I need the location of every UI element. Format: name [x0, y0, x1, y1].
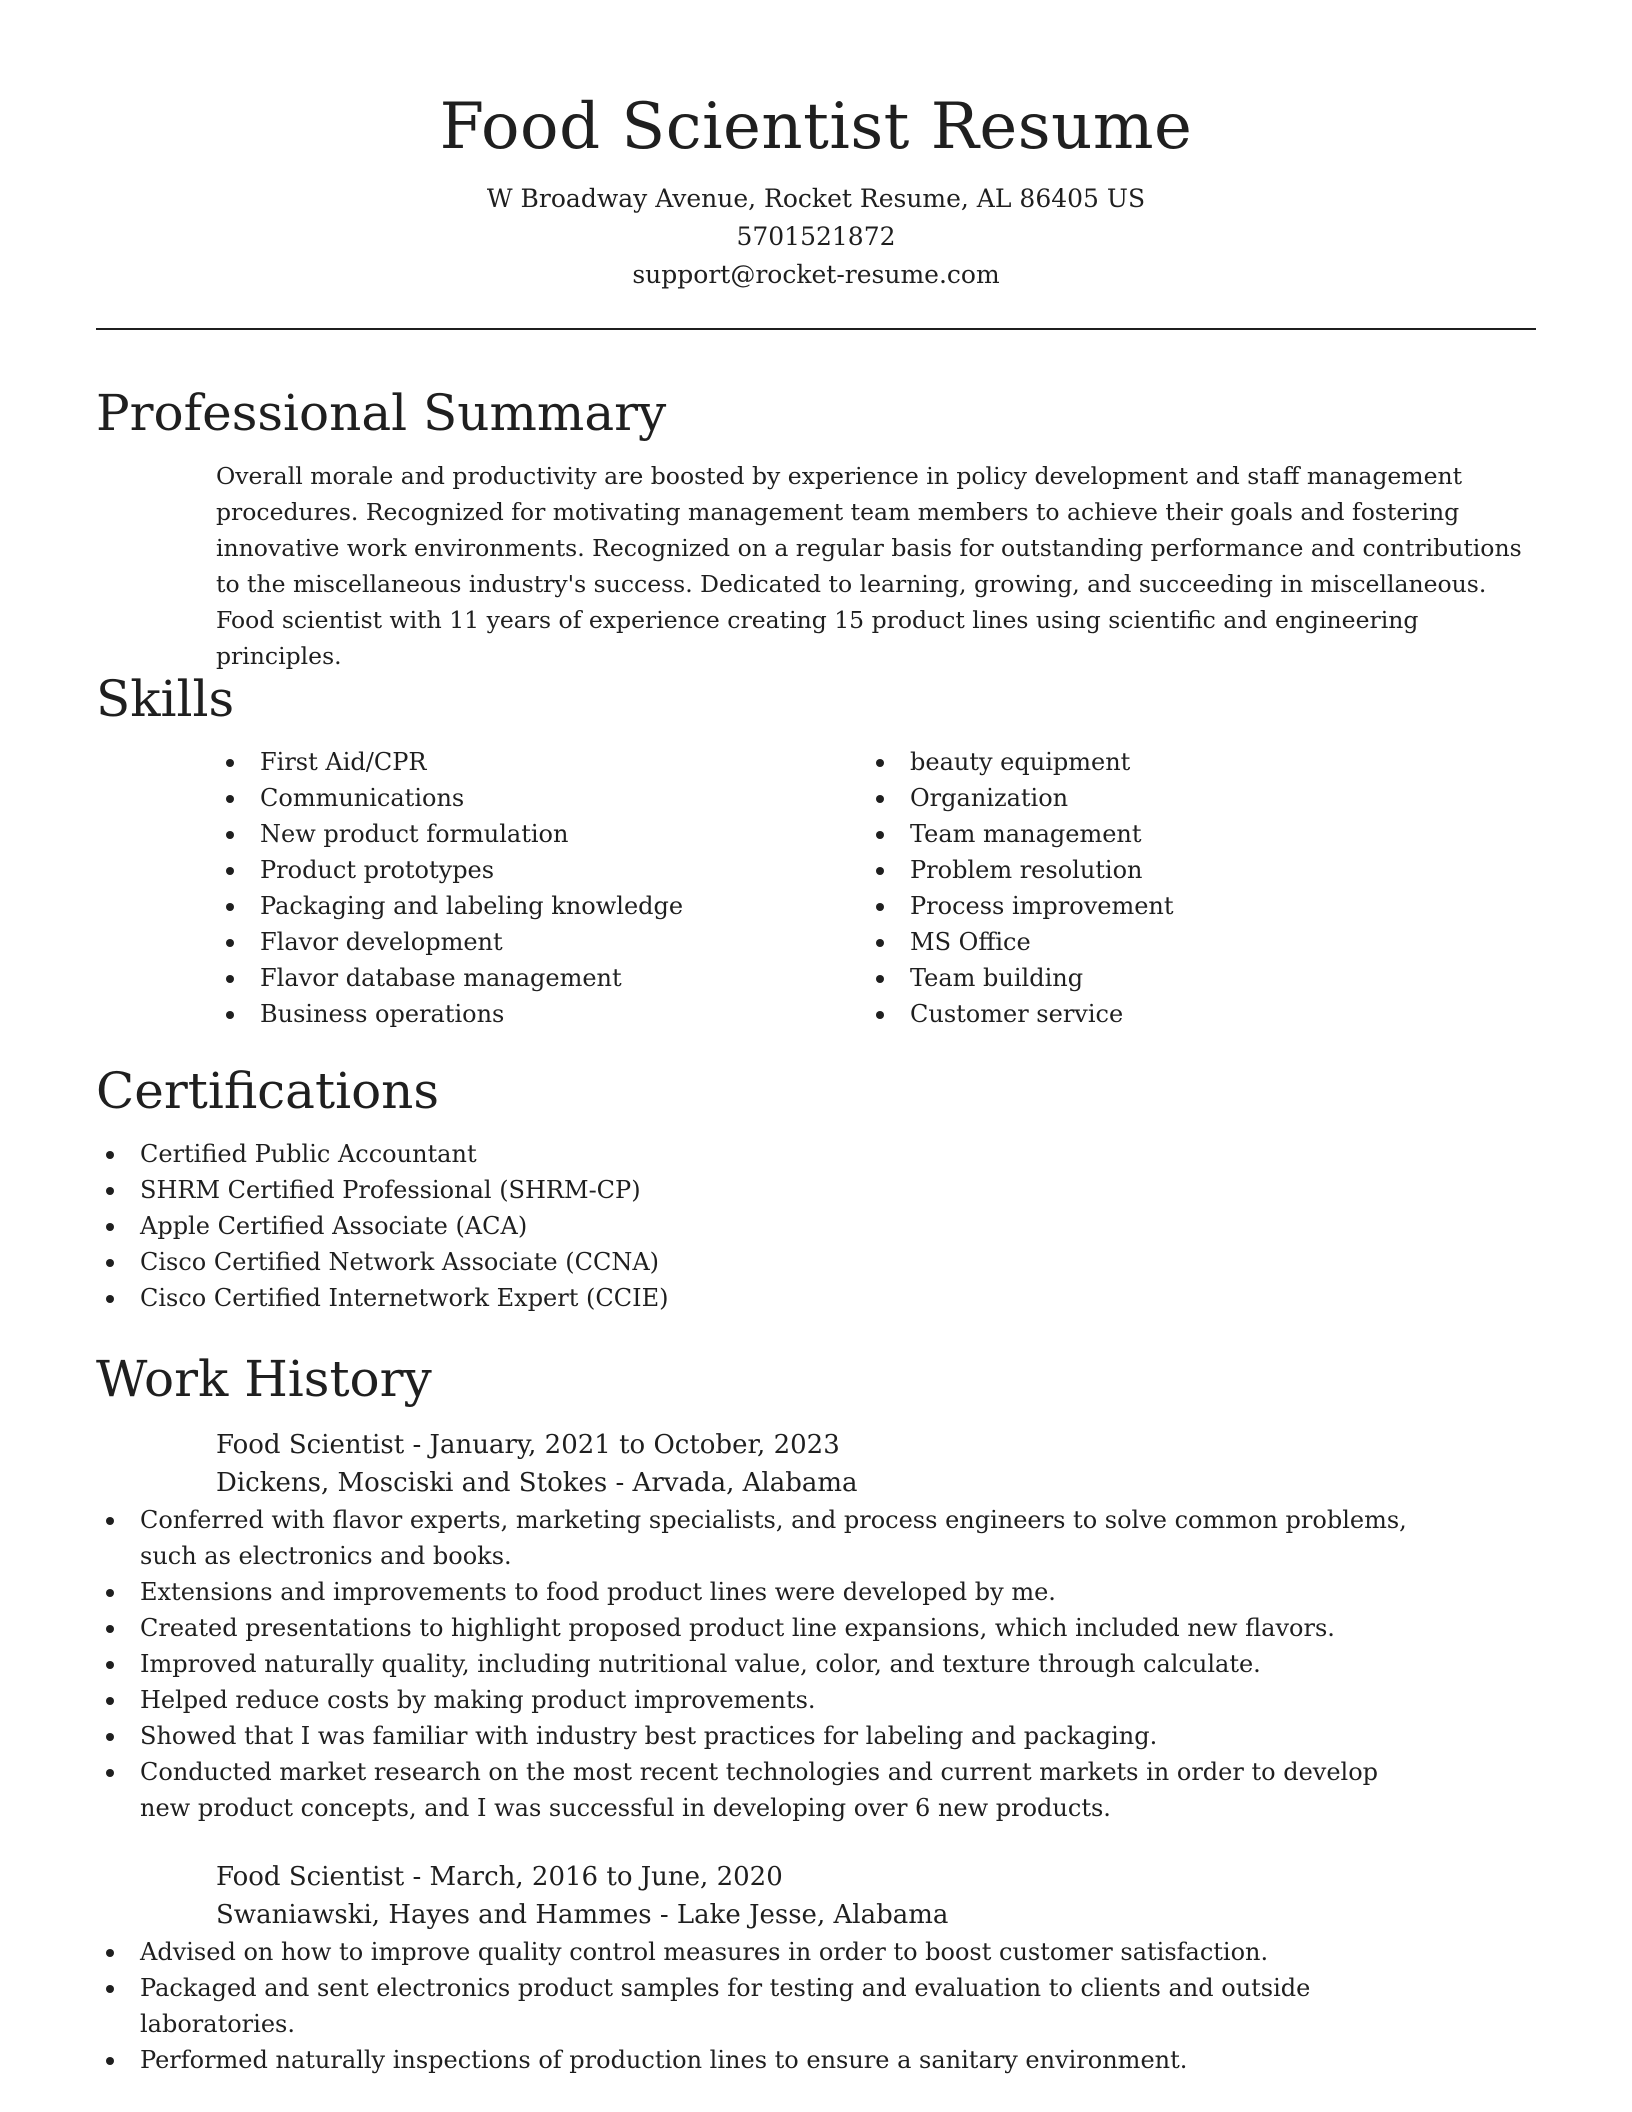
certification-item: Certified Public Accountant	[96, 1136, 1536, 1172]
skill-item: Team building	[866, 960, 1516, 996]
certifications-section	[96, 1056, 1536, 1316]
job-bullet: Created presentations to highlight proposed product line expansions, which included new flavors.	[96, 1610, 1416, 1646]
resume-page	[96, 0, 1536, 2074]
job-bullet: Extensions and improvements to food product lines were developed by me.	[96, 1574, 1416, 1610]
certification-item: Cisco Certified Internetwork Expert (CCIE)	[96, 1280, 1536, 1316]
job-bullet: Packaged and sent electronics product samples for testing and evaluation to clients and outside laboratories.	[96, 1970, 1416, 2042]
job-bullet: Performed naturally inspections of production lines to ensure a sanitary environment.	[96, 2042, 1416, 2078]
skill-item: Problem resolution	[866, 852, 1516, 888]
certification-item: Apple Certified Associate (ACA)	[96, 1208, 1536, 1244]
skill-item: First Aid/CPR	[216, 744, 866, 780]
certifications-list	[96, 1136, 1536, 1316]
contact-block	[96, 180, 1536, 294]
resume-title: Food Scientist Resume	[439, 90, 1193, 164]
skill-item: beauty equipment	[866, 744, 1516, 780]
skill-item: Customer service	[866, 996, 1516, 1032]
job-bullet: Conferred with flavor experts, marketing specialists, and process engineers to solve common problems, such as electronics and books.	[96, 1502, 1416, 1574]
certifications-heading: Certifications	[96, 1062, 440, 1120]
skill-item: Business operations	[216, 996, 866, 1032]
job-bullet: Advised on how to improve quality control measures in order to boost customer satisfaction.	[96, 1934, 1416, 1970]
job-location: Lake Jesse, Alabama	[676, 1900, 949, 1930]
job-role: Food Scientist	[216, 1862, 405, 1892]
job-dates: January, 2021 to October, 2023	[429, 1430, 840, 1460]
job-title-line: Food Scientist - March, 2016 to June, 2020	[216, 1862, 783, 1892]
summary-text: Overall morale and productivity are boosted by experience in policy development and staff management procedures. Recognized for motivating management team members to achieve their goals and fostering innovative work environments. Recognized on a regular basis for outstanding performance and contributions to the miscellaneous industry's success. Dedicated to learning, growing, and succeeding in miscellaneous. Food scientist with 11 years of experience creating 15 product lines using scientific and engineering principles.	[216, 462, 1522, 670]
contact-phone: 5701521872	[736, 222, 896, 251]
job-bullets	[96, 1502, 1416, 1826]
skills-heading: Skills	[96, 670, 235, 728]
work-history-section	[96, 1344, 1536, 2078]
skills-section	[96, 664, 1536, 1032]
skills-list-left	[216, 744, 866, 1032]
job-entry	[96, 1858, 1536, 2078]
job-company-line: Dickens, Mosciski and Stokes - Arvada, Alabama	[216, 1468, 858, 1498]
job-entry	[96, 1426, 1536, 1826]
certification-item: SHRM Certified Professional (SHRM-CP)	[96, 1172, 1536, 1208]
job-role: Food Scientist	[216, 1430, 405, 1460]
job-bullet: Improved naturally quality, including nutritional value, color, and texture through calculate.	[96, 1646, 1416, 1682]
skill-item: Flavor development	[216, 924, 866, 960]
job-company-line: Swaniawski, Hayes and Hammes - Lake Jesse, Alabama	[216, 1900, 949, 1930]
skill-item: Packaging and labeling knowledge	[216, 888, 866, 924]
work-history-heading: Work History	[96, 1350, 432, 1408]
job-company: Swaniawski, Hayes and Hammes	[216, 1900, 652, 1930]
header-divider	[96, 328, 1536, 330]
job-company: Dickens, Mosciski and Stokes	[216, 1468, 608, 1498]
skill-item: Product prototypes	[216, 852, 866, 888]
skill-item: Team management	[866, 816, 1516, 852]
contact-email: support@rocket-resume.com	[632, 260, 1000, 289]
contact-address: W Broadway Avenue, Rocket Resume, AL 86405 US	[486, 184, 1146, 213]
job-location: Arvada, Alabama	[632, 1468, 858, 1498]
job-bullet: Showed that I was familiar with industry best practices for labeling and packaging.	[96, 1718, 1416, 1754]
certification-item: Cisco Certified Network Associate (CCNA)	[96, 1244, 1536, 1280]
resume-header	[96, 0, 1536, 330]
job-title-line: Food Scientist - January, 2021 to October, 2023	[216, 1430, 840, 1460]
job-bullet: Conducted market research on the most recent technologies and current markets in order to develop new product concepts, and I was successful in developing over 6 new products.	[96, 1754, 1416, 1826]
job-dates: March, 2016 to June, 2020	[429, 1862, 783, 1892]
skill-item: New product formulation	[216, 816, 866, 852]
job-bullets	[96, 1934, 1416, 2078]
summary-section	[96, 378, 1536, 674]
job-bullet: Helped reduce costs by making product improvements.	[96, 1682, 1416, 1718]
skill-item: MS Office	[866, 924, 1516, 960]
skills-columns	[216, 744, 1536, 1032]
skills-list-right	[866, 744, 1516, 1032]
skill-item: Flavor database management	[216, 960, 866, 996]
skill-item: Process improvement	[866, 888, 1516, 924]
skill-item: Organization	[866, 780, 1516, 816]
skill-item: Communications	[216, 780, 866, 816]
summary-heading: Professional Summary	[96, 384, 667, 442]
